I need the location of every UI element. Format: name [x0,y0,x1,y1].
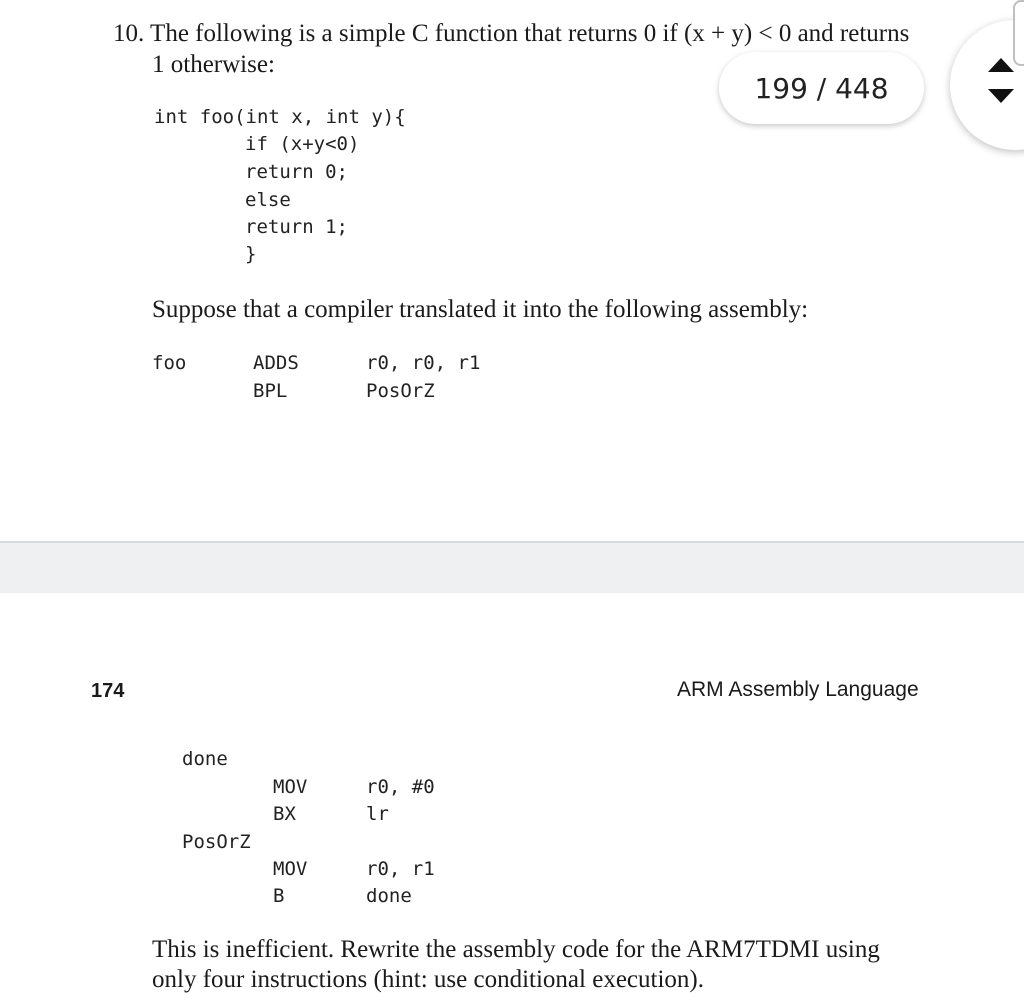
page-counter-label: 199 / 448 [754,71,889,105]
asm-label-posorz: PosOrZ [182,831,251,853]
asm-operands: PosOrZ [366,380,435,402]
scrollbar-thumb[interactable] [1013,0,1024,66]
closing-text-line1: This is inefficient. Rewrite the assembly code for the ARM7TDMI using [152,936,880,963]
closing-text-line2: only four instructions (hint: use conditional execution). [152,966,704,993]
page-separator [0,541,1024,593]
asm-operands: r0, r0, r1 [366,352,481,374]
asm-operands: r0, r1 [366,858,435,880]
code-line: } [245,243,257,265]
asm-opcode: MOV [273,858,308,880]
code-line: return 1; [245,216,348,238]
asm-operands: r0, #0 [366,776,435,798]
running-head: ARM Assembly Language [677,678,919,701]
page-counter [719,52,924,124]
asm-operands: done [366,885,412,907]
code-line: if (x+y<0) [245,133,360,155]
asm-label-done: done [182,748,228,770]
asm-operands: lr [366,803,389,825]
code-line: return 0; [245,161,348,183]
asm-opcode: MOV [273,776,308,798]
question-text-line2: 1 otherwise: [152,51,275,78]
arrow-down-icon[interactable] [988,89,1014,103]
asm-opcode: B [273,885,285,907]
suppose-text: Suppose that a compiler translated it into the following assembly: [152,296,809,323]
question-text-line1: 10. The following is a simple C function that returns 0 if (x + y) < 0 and returns [113,20,910,47]
page-number: 174 [91,680,125,702]
code-line: else [245,189,291,211]
arrow-up-icon[interactable] [988,58,1014,72]
code-line: int foo(int x, int y){ [154,106,406,128]
asm-opcode: ADDS [253,352,299,374]
asm-label-foo: foo [152,352,187,374]
asm-opcode: BX [273,803,296,825]
asm-opcode: BPL [253,380,288,402]
